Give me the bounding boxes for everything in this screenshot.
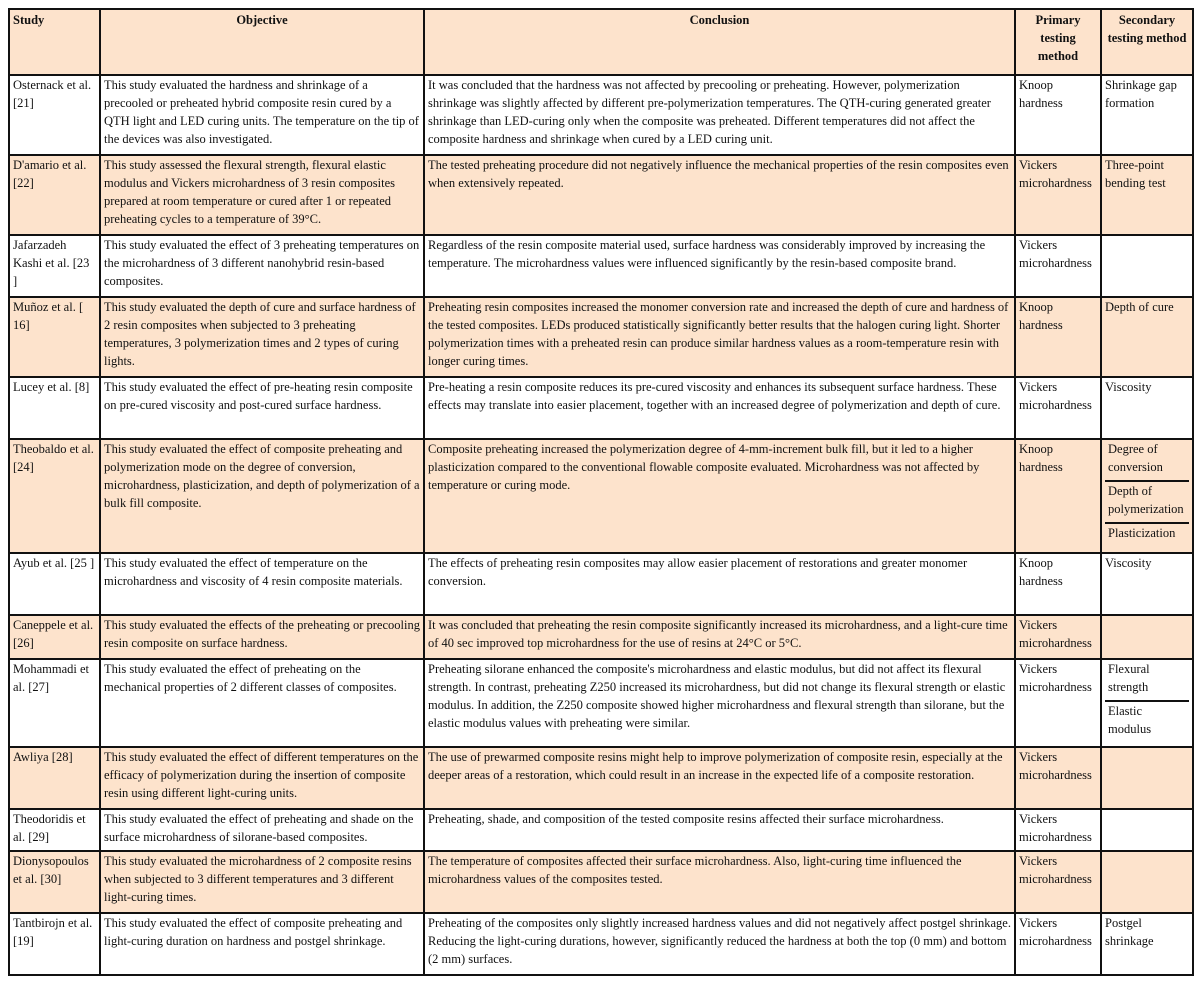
objective-cell: This study evaluated the effect of different temperatures on the efficacy of polymerization during the insertion of composite resin using different light-curing units. (100, 747, 424, 809)
table-row (9, 553, 1193, 615)
table-row (9, 913, 1193, 975)
secondary-method-item: Depth of polymerization (1105, 482, 1189, 524)
objective-cell: This study assessed the flexural strength, flexural elastic modulus and Vickers microhardness of 3 resin composites prepared at room temperature or cured after 1 or repeated preheating cycles to a temperature of 39°C. (100, 155, 424, 235)
secondary-method-cell (1101, 809, 1193, 851)
conclusion-cell: The use of prewarmed composite resins might help to improve polymerization of composite resin, especially at the deeper areas of a restoration, which could result in an increase in the expected life of a composite restoration. (424, 747, 1015, 809)
conclusion-cell: Preheating of the composites only slightly increased hardness values and did not negatively affect postgel shrinkage. Reducing the light-curing durations, however, significantly reduced the hardness at both the top (0 mm) and bottom (2 mm) surfaces. (424, 913, 1015, 975)
objective-cell: This study evaluated the effect of preheating on the mechanical properties of 2 different classes of composites. (100, 659, 424, 747)
objective-cell: This study evaluated the depth of cure and surface hardness of 2 resin composites when subjected to 3 preheating temperatures, 3 polymerization times and 2 types of curing lights. (100, 297, 424, 377)
secondary-method-cell: Viscosity (1101, 553, 1193, 615)
table-row (9, 297, 1193, 377)
study-cell: Dionysopoulos et al. [30] (9, 851, 100, 913)
primary-method-cell: Knoop hardness (1015, 553, 1101, 615)
secondary-method-cell: Postgel shrinkage (1101, 913, 1193, 975)
conclusion-cell: Preheating resin composites increased the monomer conversion rate and increased the depth of cure and hardness of the tested composites. LEDs produced statistically significantly better results that the halogen curing light. Shorter polymerization times with a preheated resin can produce similar hardness values as a room-temperature resin with longer curing times. (424, 297, 1015, 377)
study-cell: Awliya [28] (9, 747, 100, 809)
conclusion-cell: The temperature of composites affected their surface microhardness. Also, light-curing time influenced the microhardness values of the composites tested. (424, 851, 1015, 913)
study-cell: Jafarzadeh Kashi et al. [23 ] (9, 235, 100, 297)
table-row (9, 235, 1193, 297)
conclusion-cell: Preheating silorane enhanced the composite's microhardness and elastic modulus, but did not affect its flexural strength. In contrast, preheating Z250 increased its microhardness, but did not change its flexural strength or elastic modulus. In addition, the Z250 composite showed higher microhardness and flexural strength than silorane, but the elastic modulus values with preheating were similar. (424, 659, 1015, 747)
conclusion-cell: Preheating, shade, and composition of the tested composite resins affected their surface microhardness. (424, 809, 1015, 851)
secondary-method-item: Flexural strength (1105, 660, 1189, 702)
secondary-method-cell: Viscosity (1101, 377, 1193, 439)
secondary-method-item: Plasticization (1108, 526, 1176, 540)
header-secondary-method: Secondary testing method (1101, 9, 1193, 75)
table-row (9, 155, 1193, 235)
conclusion-cell: The tested preheating procedure did not negatively influence the mechanical properties of the resin composites even when extensively repeated. (424, 155, 1015, 235)
study-cell: D'amario et al. [22] (9, 155, 100, 235)
objective-cell: This study evaluated the effect of composite preheating and polymerization mode on the degree of conversion, microhardness, plasticization, and depth of polymerization of a bulk fill composite. (100, 439, 424, 553)
primary-method-cell: Vickers microhardness (1015, 913, 1101, 975)
secondary-method-cell: Shrinkage gap formation (1101, 75, 1193, 155)
header-conclusion: Conclusion (424, 9, 1015, 75)
header-primary-method: Primary testing method (1015, 9, 1101, 75)
primary-method-cell: Vickers microhardness (1015, 851, 1101, 913)
table-row (9, 75, 1193, 155)
objective-cell: This study evaluated the effect of temperature on the microhardness and viscosity of 4 resin composite materials. (100, 553, 424, 615)
table-body (9, 75, 1193, 975)
secondary-method-cell (1101, 439, 1193, 553)
conclusion-cell: Regardless of the resin composite material used, surface hardness was considerably improved by increasing the temperature. The microhardness values were influenced significantly by the resin-based composite brand. (424, 235, 1015, 297)
secondary-method-cell: Three-point bending test (1101, 155, 1193, 235)
secondary-method-cell (1101, 615, 1193, 659)
studies-table (8, 8, 1194, 976)
secondary-method-cell (1101, 851, 1193, 913)
objective-cell: This study evaluated the effects of the preheating or precooling resin composite on surface hardness. (100, 615, 424, 659)
conclusion-cell: It was concluded that preheating the resin composite significantly increased its microhardness, and a light-cure time of 40 sec improved top microhardness for the use of resins at 24°C or 5°C. (424, 615, 1015, 659)
table-row (9, 377, 1193, 439)
secondary-method-item: Elastic modulus (1108, 704, 1152, 736)
primary-method-cell: Knoop hardness (1015, 75, 1101, 155)
secondary-method-cell (1101, 659, 1193, 747)
conclusion-cell: Pre-heating a resin composite reduces its pre-cured viscosity and enhances its subsequent surface hardness. These effects may translate into easier placement, together with an increased degree of polymerization and depth of cure. (424, 377, 1015, 439)
table-row (9, 747, 1193, 809)
table-row (9, 851, 1193, 913)
primary-method-cell: Vickers microhardness (1015, 377, 1101, 439)
study-cell: Mohammadi et al. [27] (9, 659, 100, 747)
study-cell: Caneppele et al. [26] (9, 615, 100, 659)
table-row (9, 809, 1193, 851)
objective-cell: This study evaluated the microhardness of 2 composite resins when subjected to 3 different temperatures and 3 different light-curing times. (100, 851, 424, 913)
study-cell: Theobaldo et al. [24] (9, 439, 100, 553)
primary-method-cell: Vickers microhardness (1015, 747, 1101, 809)
study-cell: Lucey et al. [8] (9, 377, 100, 439)
objective-cell: This study evaluated the effect of pre-heating resin composite on pre-cured viscosity and post-cured surface hardness. (100, 377, 424, 439)
primary-method-cell: Vickers microhardness (1015, 809, 1101, 851)
secondary-method-cell: Depth of cure (1101, 297, 1193, 377)
secondary-method-cell (1101, 747, 1193, 809)
primary-method-cell: Vickers microhardness (1015, 615, 1101, 659)
header-objective: Objective (100, 9, 424, 75)
objective-cell: This study evaluated the hardness and shrinkage of a precooled or preheated hybrid composite resin cured by a QTH light and LED curing units. The temperature on the tip of the devices was also investigated. (100, 75, 424, 155)
conclusion-cell: It was concluded that the hardness was not affected by precooling or preheating. However, polymerization shrinkage was slightly affected by different pre-polymerization temperatures. The QTH-curing generated greater shrinkage than LED-curing only when the composite was preheated. Different temperatures did not affect the composite hardness and shrinkage when cured by a LED curing unit. (424, 75, 1015, 155)
objective-cell: This study evaluated the effect of preheating and shade on the surface microhardness of silorane-based composites. (100, 809, 424, 851)
table-row (9, 659, 1193, 747)
objective-cell: This study evaluated the effect of composite preheating and light-curing duration on hardness and postgel shrinkage. (100, 913, 424, 975)
secondary-method-cell (1101, 235, 1193, 297)
primary-method-cell: Vickers microhardness (1015, 235, 1101, 297)
table-row (9, 439, 1193, 553)
primary-method-cell: Vickers microhardness (1015, 659, 1101, 747)
study-cell: Osternack et al. [21] (9, 75, 100, 155)
secondary-method-item: Degree of conversion (1105, 440, 1189, 482)
study-cell: Ayub et al. [25 ] (9, 553, 100, 615)
objective-cell: This study evaluated the effect of 3 preheating temperatures on the microhardness of 3 different nanohybrid resin-based composites. (100, 235, 424, 297)
study-cell: Tantbirojn et al. [19] (9, 913, 100, 975)
header-row (9, 9, 1193, 75)
primary-method-cell: Knoop hardness (1015, 439, 1101, 553)
primary-method-cell: Knoop hardness (1015, 297, 1101, 377)
table-row (9, 615, 1193, 659)
study-cell: Muñoz et al. [ 16] (9, 297, 100, 377)
study-cell: Theodoridis et al. [29] (9, 809, 100, 851)
header-study: Study (9, 9, 100, 75)
conclusion-cell: Composite preheating increased the polymerization degree of 4-mm-increment bulk fill, but it led to a higher plasticization compared to the conventional flowable composite evaluated. Microhardness was not affected by temperature or curing mode. (424, 439, 1015, 553)
primary-method-cell: Vickers microhardness (1015, 155, 1101, 235)
conclusion-cell: The effects of preheating resin composites may allow easier placement of restorations and greater monomer conversion. (424, 553, 1015, 615)
